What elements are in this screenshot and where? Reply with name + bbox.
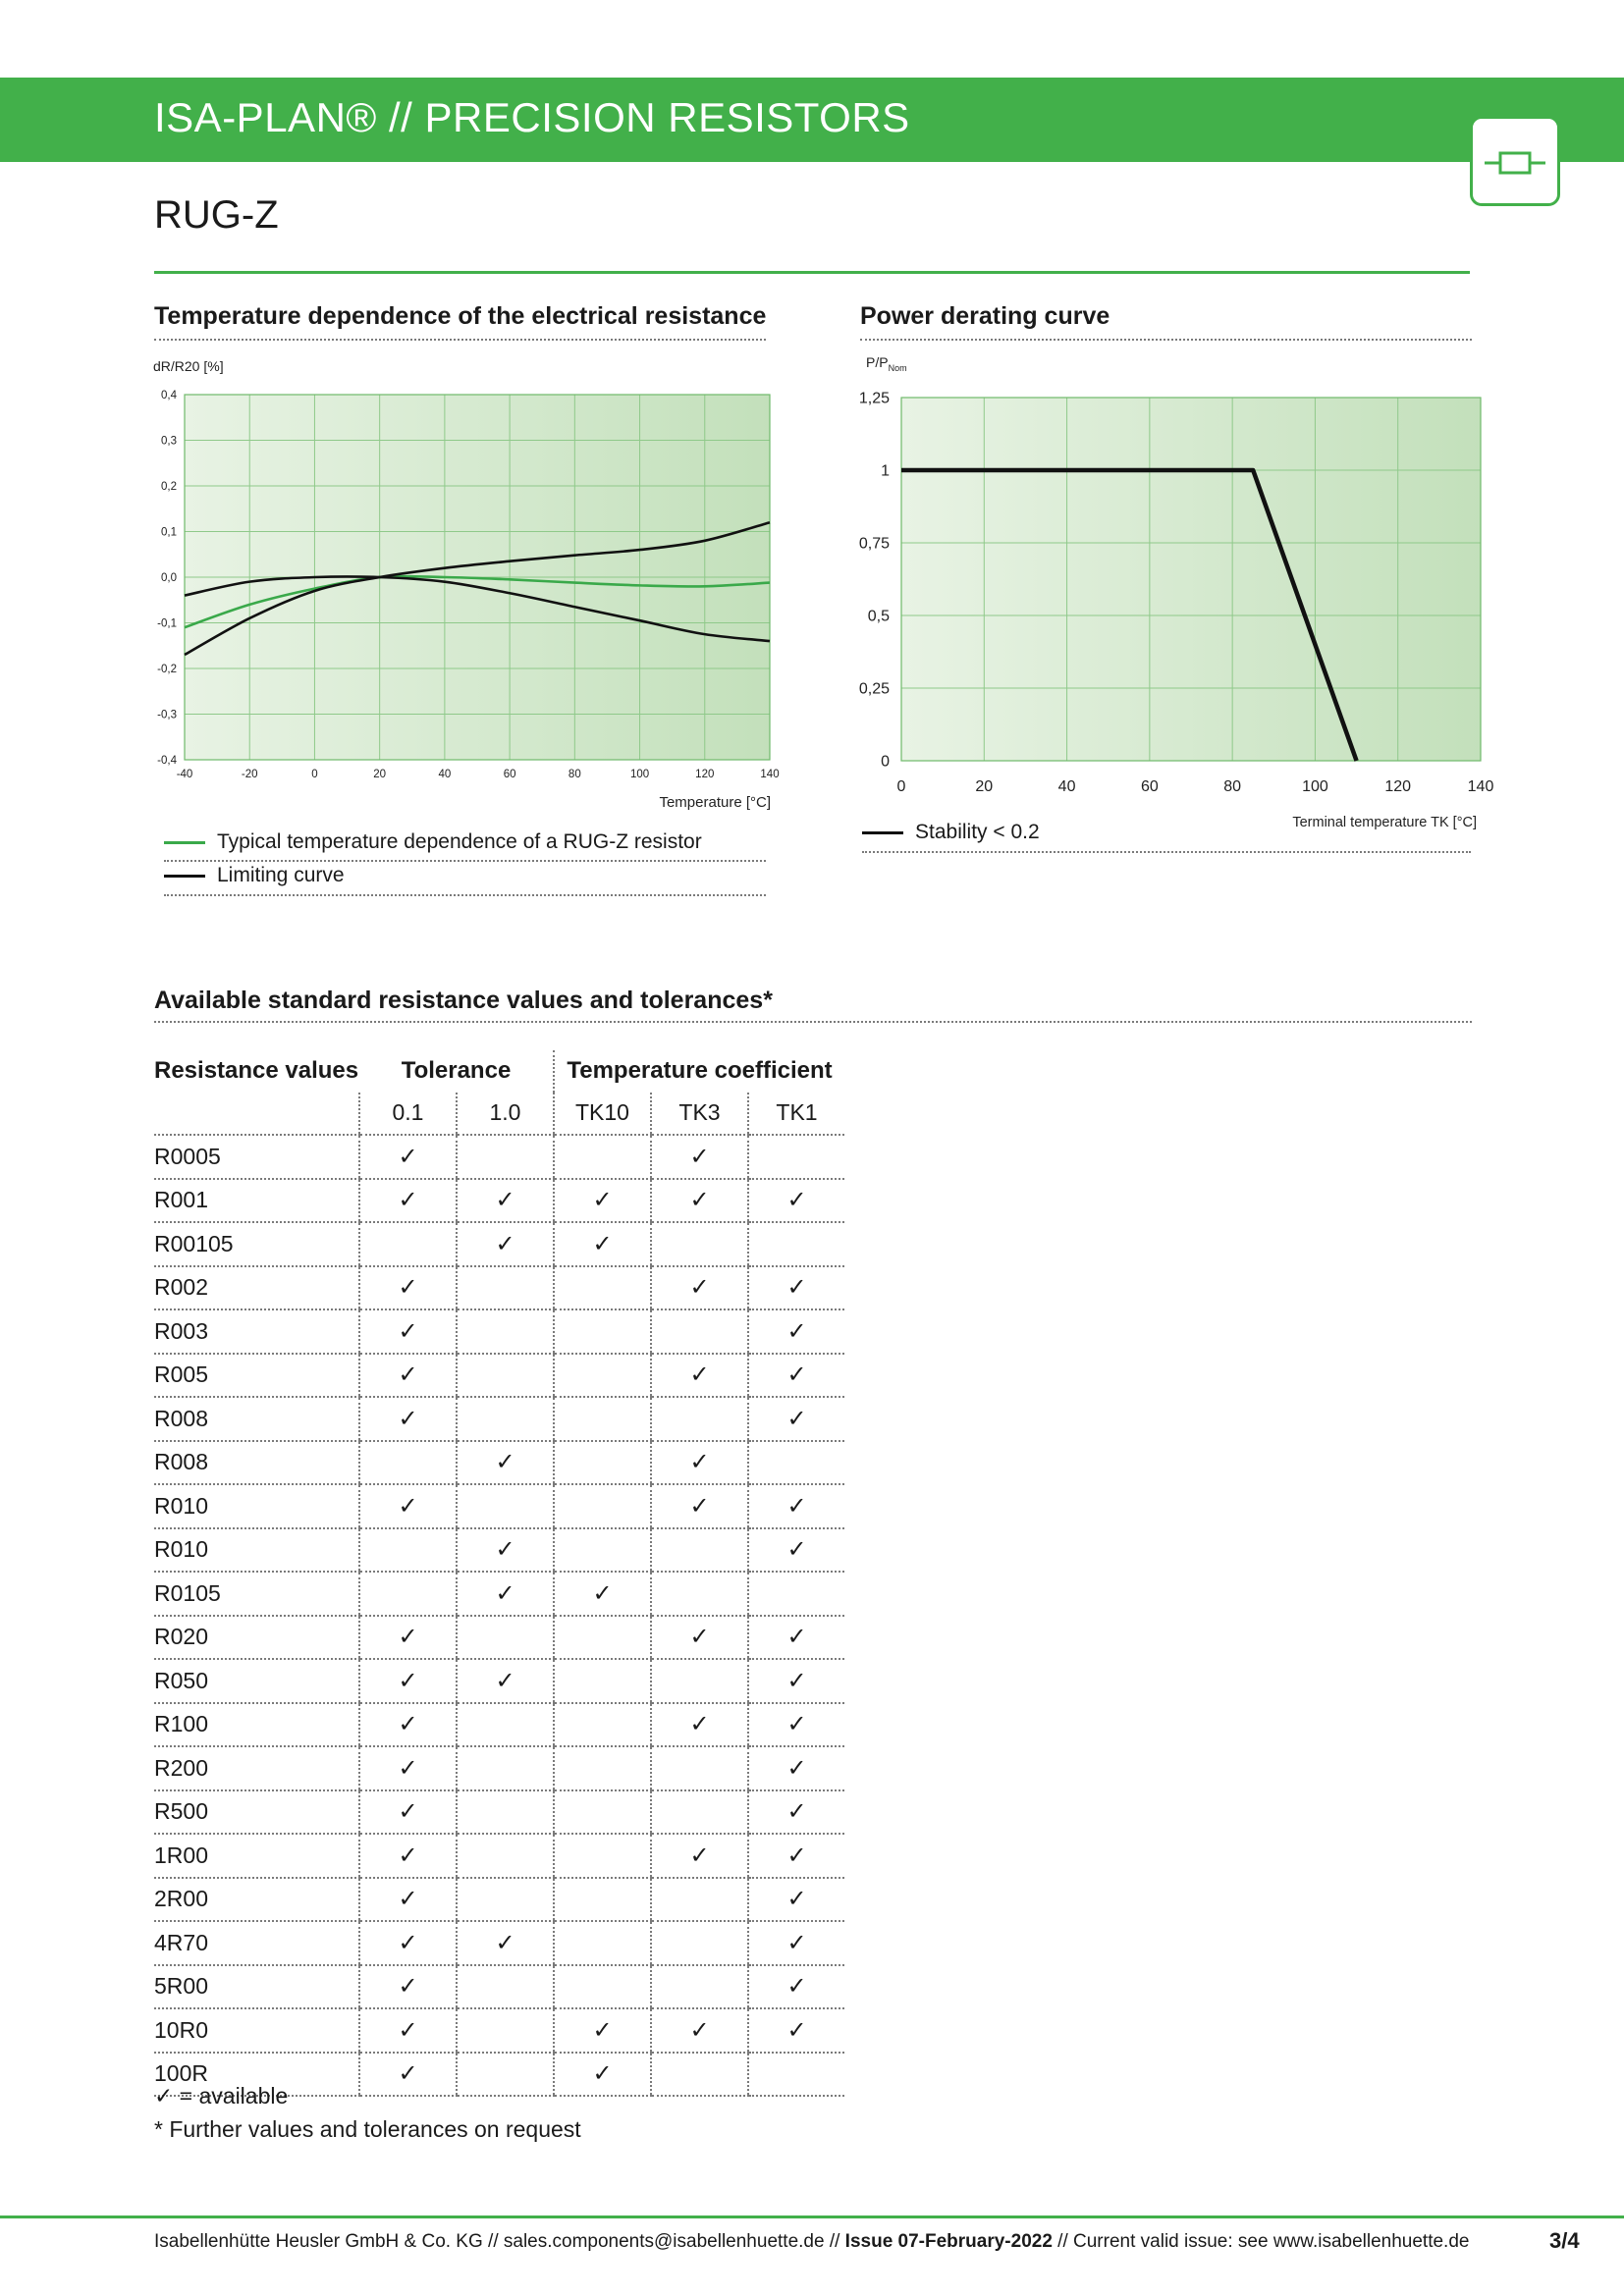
empty-cell	[554, 1354, 651, 1398]
y-tick-label: 0,75	[858, 535, 890, 553]
power-chart-heading: Power derating curve	[860, 302, 1110, 330]
empty-cell	[554, 1397, 651, 1441]
x-tick-label: -40	[176, 769, 193, 780]
empty-cell	[554, 1135, 651, 1179]
resistance-value: R050	[154, 1659, 359, 1703]
check-icon: ✓	[651, 1266, 748, 1310]
empty-cell	[554, 1878, 651, 1922]
resistance-value: R100	[154, 1703, 359, 1747]
power-heading-divider	[860, 339, 1472, 341]
col-group-resistance: Resistance values	[154, 1057, 359, 1085]
empty-cell	[748, 2053, 844, 2097]
check-icon: ✓	[457, 1572, 554, 1616]
empty-cell	[359, 1572, 457, 1616]
table-row	[154, 1746, 844, 1790]
check-icon: ✓	[359, 1266, 457, 1310]
resistance-value: R00105	[154, 1222, 359, 1266]
check-icon: ✓	[651, 1354, 748, 1398]
resistance-value: R200	[154, 1746, 359, 1790]
empty-cell	[457, 1616, 554, 1660]
x-tick-label: 120	[1384, 778, 1412, 795]
empty-cell	[457, 1878, 554, 1922]
temp-y-axis-label: dR/R20 [%]	[153, 358, 224, 374]
page-header-title: ISA-PLAN® // PRECISION RESISTORS	[154, 94, 910, 140]
check-icon: ✓	[359, 1354, 457, 1398]
check-icon: ✓	[748, 1309, 844, 1354]
check-icon: ✓	[748, 1484, 844, 1528]
y-tick-label: 0,25	[858, 680, 890, 698]
table-heading: Available standard resistance values and tolerances*	[154, 987, 773, 1014]
table-heading-divider	[154, 1021, 1472, 1023]
check-icon: ✓	[457, 1659, 554, 1703]
empty-cell	[554, 1441, 651, 1485]
y-tick-label: -0,1	[157, 617, 177, 630]
temp-chart-heading: Temperature dependence of the electrical resistance	[154, 302, 767, 330]
table-subheader-row	[154, 1093, 844, 1136]
y-tick-label: 0,5	[867, 608, 890, 625]
empty-cell	[457, 1266, 554, 1310]
legend-item-limiting	[164, 864, 345, 887]
empty-cell	[651, 1309, 748, 1354]
resistance-value: R0105	[154, 1572, 359, 1616]
footer-company: Isabellenhütte Heusler GmbH & Co. KG // sales.components@isabellenhuette.de //	[154, 2231, 845, 2252]
empty-cell	[457, 1397, 554, 1441]
check-icon: ✓	[359, 1179, 457, 1223]
check-icon: ✓	[554, 2053, 651, 2097]
col-group-tolerance: Tolerance	[401, 1057, 512, 1085]
plot-area	[901, 398, 1481, 761]
check-icon: ✓	[651, 1179, 748, 1223]
empty-cell	[457, 1135, 554, 1179]
empty-cell	[554, 1266, 651, 1310]
x-tick-label: 20	[373, 769, 387, 780]
x-tick-label: 80	[1223, 778, 1242, 795]
check-icon: ✓	[457, 1441, 554, 1485]
check-icon: ✓	[748, 1965, 844, 2009]
table-row	[154, 1484, 844, 1528]
resistance-value: R0005	[154, 1135, 359, 1179]
table-row	[154, 1266, 844, 1310]
table-group-header-row	[154, 1050, 844, 1093]
table-row	[154, 1572, 844, 1616]
resistance-value: R010	[154, 1528, 359, 1573]
empty-cell	[554, 1834, 651, 1878]
legend-swatch-typical	[164, 841, 205, 844]
check-icon: ✓	[651, 1616, 748, 1660]
table-row	[154, 1135, 844, 1179]
empty-cell	[359, 1441, 457, 1485]
resistance-value: 2R00	[154, 1878, 359, 1922]
legend-swatch-stability	[862, 831, 903, 834]
note-further-values: * Further values and tolerances on request	[154, 2116, 581, 2142]
table-row	[154, 1354, 844, 1398]
col-header-0-1: 0.1	[359, 1093, 457, 1136]
empty-cell	[554, 1309, 651, 1354]
y-tick-label: 0	[881, 753, 890, 771]
check-icon: ✓	[748, 1878, 844, 1922]
table-row	[154, 1528, 844, 1573]
check-icon: ✓	[554, 2008, 651, 2053]
x-tick-label: 20	[975, 778, 994, 795]
y-tick-label: -0,4	[157, 755, 177, 768]
resistance-value: R010	[154, 1484, 359, 1528]
empty-cell	[651, 1572, 748, 1616]
legend-label-limiting: Limiting curve	[217, 864, 345, 886]
resistance-value: R005	[154, 1354, 359, 1398]
check-icon: ✓	[457, 1528, 554, 1573]
empty-cell	[554, 1484, 651, 1528]
resistance-value: R003	[154, 1309, 359, 1354]
resistance-value: 100R	[154, 2053, 359, 2097]
power-legend-divider	[862, 851, 1471, 853]
x-tick-label: 60	[1140, 778, 1159, 795]
x-tick-label: 0	[311, 769, 318, 780]
resistance-value: 5R00	[154, 1965, 359, 2009]
check-icon: ✓	[359, 1484, 457, 1528]
col-header-1-0: 1.0	[457, 1093, 554, 1136]
col-header-tk1: TK1	[748, 1093, 844, 1136]
table-row	[154, 1616, 844, 1660]
check-icon: ✓	[748, 1659, 844, 1703]
empty-cell	[457, 1703, 554, 1747]
resistance-value: 4R70	[154, 1921, 359, 1965]
empty-cell	[359, 1528, 457, 1573]
power-y-axis-label: $P/P_{Nom}$	[866, 354, 907, 373]
empty-cell	[748, 1441, 844, 1485]
check-icon: ✓	[359, 2053, 457, 2097]
empty-cell	[651, 1921, 748, 1965]
legend-divider-bottom	[164, 894, 766, 896]
legend-divider	[164, 860, 766, 862]
y-tick-label: 0,0	[161, 572, 177, 585]
check-icon: ✓	[748, 1397, 844, 1441]
y-tick-label: 0,3	[161, 435, 177, 448]
check-icon: ✓	[457, 1179, 554, 1223]
y-tick-label: -0,2	[157, 664, 177, 676]
legend-label-typical: Typical temperature dependence of a RUG-Z resistor	[217, 830, 702, 853]
legend-swatch-limiting	[164, 875, 205, 878]
empty-cell	[748, 1572, 844, 1616]
col-header-tk10: TK10	[554, 1093, 651, 1136]
col-header-tk3: TK3	[651, 1093, 748, 1136]
empty-cell	[651, 1397, 748, 1441]
check-icon: ✓	[359, 1135, 457, 1179]
empty-cell	[554, 1703, 651, 1747]
check-icon: ✓	[359, 1309, 457, 1354]
footer-current-issue: // Current valid issue: see www.isabellenhuette.de	[1052, 2231, 1470, 2252]
table-row	[154, 1965, 844, 2009]
x-tick-label: 0	[896, 778, 906, 795]
check-icon: ✓	[457, 1222, 554, 1266]
footer-rule	[0, 2216, 1624, 2218]
power-x-axis-label: Terminal temperature TK [°C]	[1292, 815, 1477, 830]
table-row	[154, 1878, 844, 1922]
check-icon: ✓	[651, 1703, 748, 1747]
check-icon: ✓	[457, 1921, 554, 1965]
product-title: RUG-Z	[154, 193, 279, 237]
empty-cell	[554, 1746, 651, 1790]
check-icon: ✓	[748, 1921, 844, 1965]
check-icon: ✓	[359, 1790, 457, 1835]
y-tick-label: 0,2	[161, 481, 177, 494]
check-icon: ✓	[554, 1572, 651, 1616]
y-tick-label: -0,3	[157, 709, 177, 721]
resistor-icon	[1470, 116, 1560, 206]
check-icon: ✓	[651, 2008, 748, 2053]
empty-cell	[651, 1659, 748, 1703]
title-rule	[154, 271, 1470, 274]
resistance-value: 1R00	[154, 1834, 359, 1878]
check-icon: ✓	[651, 1484, 748, 1528]
y-tick-label: 1,25	[858, 390, 890, 407]
empty-cell	[748, 1135, 844, 1179]
check-icon: ✓	[651, 1834, 748, 1878]
empty-cell	[651, 1790, 748, 1835]
resistance-value: R002	[154, 1266, 359, 1310]
empty-cell	[457, 1746, 554, 1790]
check-icon: ✓	[748, 1834, 844, 1878]
table-row	[154, 1441, 844, 1485]
check-icon: ✓	[748, 1354, 844, 1398]
table-row	[154, 1790, 844, 1835]
col-group-temp-coefficient: Temperature coefficient	[554, 1050, 844, 1093]
empty-cell	[651, 2053, 748, 2097]
empty-cell	[554, 1616, 651, 1660]
check-icon: ✓	[748, 1528, 844, 1573]
table-row	[154, 1397, 844, 1441]
check-icon: ✓	[359, 1659, 457, 1703]
temp-heading-divider	[154, 339, 766, 341]
empty-cell	[457, 2008, 554, 2053]
empty-cell	[457, 1790, 554, 1835]
empty-cell	[457, 2053, 554, 2097]
x-tick-label: 120	[695, 769, 715, 780]
empty-cell	[651, 1746, 748, 1790]
check-icon: ✓	[651, 1441, 748, 1485]
col-header-blank	[154, 1093, 359, 1136]
empty-cell	[457, 1309, 554, 1354]
check-icon: ✓	[359, 2008, 457, 2053]
check-icon: ✓	[359, 1703, 457, 1747]
x-tick-label: 140	[1467, 778, 1494, 795]
table-row	[154, 1309, 844, 1354]
empty-cell	[554, 1921, 651, 1965]
empty-cell	[554, 1528, 651, 1573]
x-tick-label: 140	[760, 769, 780, 780]
empty-cell	[554, 1790, 651, 1835]
check-icon: ✓	[748, 1746, 844, 1790]
resistance-value: 10R0	[154, 2008, 359, 2053]
empty-cell	[651, 1528, 748, 1573]
empty-cell	[651, 1878, 748, 1922]
empty-cell	[748, 1222, 844, 1266]
x-tick-label: 40	[1057, 778, 1076, 795]
check-icon: ✓	[359, 1746, 457, 1790]
table-row	[154, 1703, 844, 1747]
resistance-value: R500	[154, 1790, 359, 1835]
power-derating-chart	[844, 348, 1494, 839]
resistance-table	[154, 1050, 844, 2097]
empty-cell	[457, 1354, 554, 1398]
resistance-value: R008	[154, 1397, 359, 1441]
check-icon: ✓	[748, 1179, 844, 1223]
check-icon: ✓	[359, 1616, 457, 1660]
check-icon: ✓	[359, 1921, 457, 1965]
page-number: 3/4	[1549, 2228, 1580, 2253]
empty-cell	[554, 1659, 651, 1703]
x-tick-label: 100	[1302, 778, 1328, 795]
y-tick-label: 0,1	[161, 526, 177, 539]
table-row	[154, 1179, 844, 1223]
footer-text	[154, 2231, 1469, 2253]
resistance-value: R020	[154, 1616, 359, 1660]
note-available: ✓ = available	[154, 2083, 289, 2109]
empty-cell	[651, 1222, 748, 1266]
resistance-value: R008	[154, 1441, 359, 1485]
temp-x-axis-label: Temperature [°C]	[659, 794, 771, 811]
check-icon: ✓	[748, 2008, 844, 2053]
empty-cell	[457, 1834, 554, 1878]
x-tick-label: 60	[503, 769, 516, 780]
y-tick-label: 0,4	[161, 390, 177, 402]
empty-cell	[359, 1222, 457, 1266]
table-row	[154, 1222, 844, 1266]
x-tick-label: -20	[241, 769, 258, 780]
x-tick-label: 80	[568, 769, 581, 780]
table-row	[154, 2008, 844, 2053]
legend-item-typical	[164, 830, 702, 854]
table-row	[154, 1921, 844, 1965]
check-icon: ✓	[359, 1397, 457, 1441]
legend-label-stability: Stability < 0.2	[915, 821, 1040, 843]
check-icon: ✓	[359, 1878, 457, 1922]
table-row	[154, 1659, 844, 1703]
empty-cell	[554, 1965, 651, 2009]
check-icon: ✓	[359, 1834, 457, 1878]
check-icon: ✓	[359, 1965, 457, 2009]
table-row	[154, 1834, 844, 1878]
check-icon: ✓	[748, 1616, 844, 1660]
x-tick-label: 40	[438, 769, 452, 780]
resistance-value: R001	[154, 1179, 359, 1223]
temperature-dependence-chart	[147, 353, 785, 820]
empty-cell	[651, 1965, 748, 2009]
check-icon: ✓	[651, 1135, 748, 1179]
check-icon: ✓	[748, 1790, 844, 1835]
check-icon: ✓	[554, 1222, 651, 1266]
check-icon: ✓	[554, 1179, 651, 1223]
empty-cell	[457, 1484, 554, 1528]
x-tick-label: 100	[629, 769, 650, 780]
legend-item-stability	[862, 821, 1040, 844]
y-tick-label: 1	[881, 462, 890, 480]
footer-issue: Issue 07-February-2022	[844, 2231, 1053, 2252]
empty-cell	[457, 1965, 554, 2009]
check-icon: ✓	[748, 1703, 844, 1747]
check-icon: ✓	[748, 1266, 844, 1310]
